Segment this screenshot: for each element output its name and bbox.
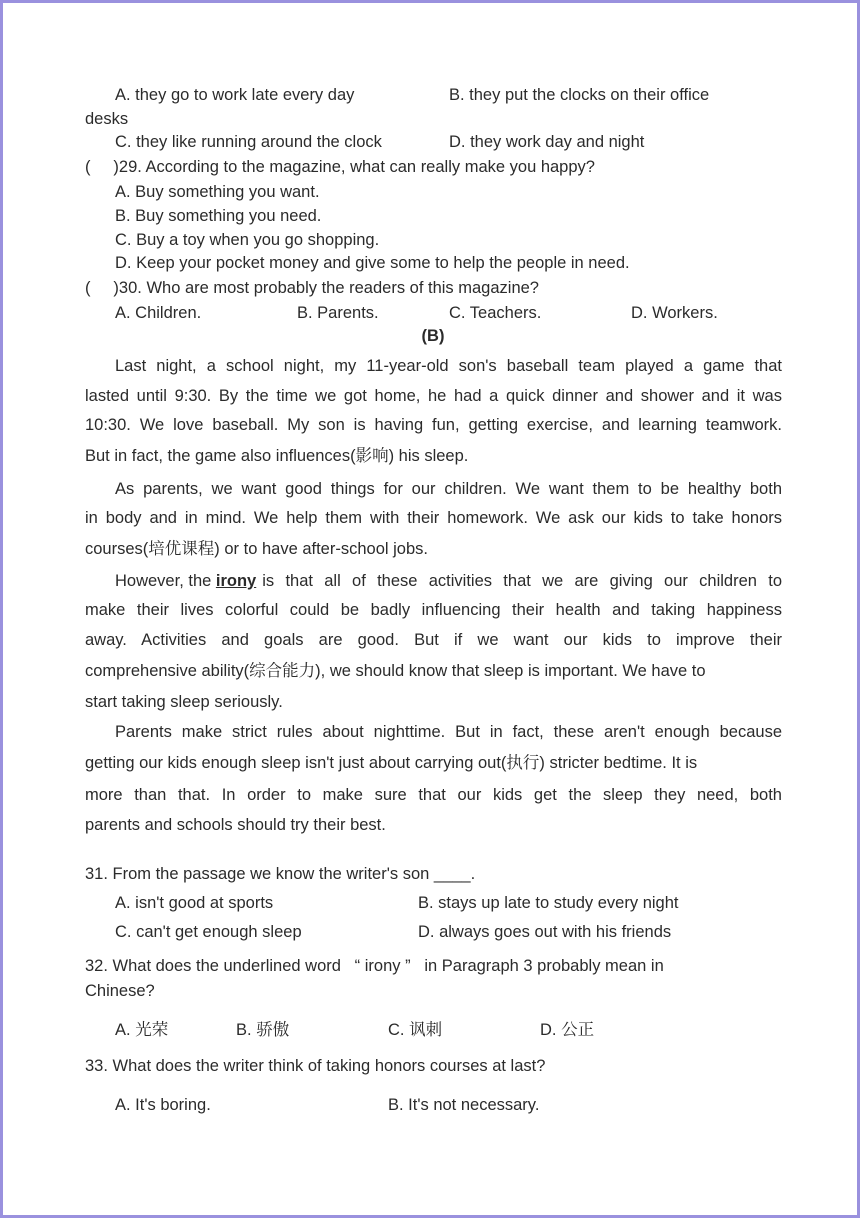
passage-text: is that all of these activities that we are giving our children to [262, 572, 782, 590]
q30-stem: 30. Who are most probably the readers of this magazine? [118, 279, 539, 297]
chinese-gloss: 影响 [355, 446, 389, 465]
q29-option-d: D. Keep your pocket money and give some to help the people in need. [115, 254, 630, 272]
passage-text: comprehensive ability( [85, 662, 250, 680]
q28-option-c: C. they like running around the clock [115, 133, 382, 151]
passage-p2-line3 [85, 539, 428, 559]
passage-p4-line4: parents and schools should try their best. [85, 816, 386, 834]
q28-option-d: D. they work day and night [449, 133, 645, 151]
q29-stem: 29. According to the magazine, what can really make you happy? [118, 158, 595, 176]
q30-option-a: A. Children. [115, 304, 202, 322]
q28-option-a: A. they go to work late every day [115, 86, 355, 104]
q29-option-c: C. Buy a toy when you go shopping. [115, 231, 380, 249]
q32-option-b [236, 1020, 289, 1040]
q29-option-b: B. Buy something you need. [115, 207, 322, 225]
passage-p3-line2: make their lives colorful could be badly influencing their health and taking happiness [85, 601, 782, 619]
passage-p4-line3: more than that. In order to make sure that our kids get the sleep they need, both [85, 786, 782, 804]
q30-option-d: D. Workers. [631, 304, 718, 322]
option-label: B. [236, 1021, 252, 1039]
q31-stem: 31. From the passage we know the writer's son ____. [85, 865, 476, 883]
passage-p1-line3: 10:30. We love baseball. My son is having fun, getting exercise, and learning teamwork. [85, 416, 782, 434]
option-text: 光荣 [135, 1020, 169, 1039]
q32-stem-continued: Chinese? [85, 982, 155, 1000]
passage-text-part: However, the [115, 572, 216, 590]
option-label: D. [540, 1021, 557, 1039]
passage-p1-line1: Last night, a school night, my 11-year-old son's baseball team played a game that [115, 357, 782, 375]
q29-question [85, 157, 595, 177]
passage-text: ) or to have after-school jobs. [214, 540, 428, 558]
passage-text: getting our kids enough sleep isn't just about carrying out( [85, 754, 507, 772]
passage-p3-line4 [85, 661, 706, 681]
passage-text: ), we should know that sleep is important. We have to [315, 662, 706, 680]
passage-text: courses( [85, 540, 149, 558]
underlined-word-irony: irony [215, 572, 257, 590]
passage-p2-line2: in body and in mind. We help them with their homework. We ask our kids to take honors [85, 509, 782, 527]
q31-option-d: D. always goes out with his friends [418, 923, 672, 941]
q28-option-b-continued: desks [85, 110, 129, 128]
q32-option-d [540, 1020, 594, 1040]
passage-p2-line1: As parents, we want good things for our children. We want them to be healthy both [115, 480, 782, 498]
passage-p3-line5: start taking sleep seriously. [85, 693, 283, 711]
passage-text: But in fact, the game also influences( [85, 447, 356, 465]
q29-answer-parens: ( ) [85, 158, 119, 176]
q30-option-b: B. Parents. [297, 304, 379, 322]
passage-p3-line1 [115, 571, 782, 591]
q30-question [85, 278, 539, 298]
q30-answer-parens: ( ) [85, 279, 119, 297]
passage-text: ) his sleep. [388, 447, 469, 465]
chinese-gloss: 培优课程 [148, 539, 215, 558]
passage-p3-line3: away. Activities and goals are good. But if we want our kids to improve their [85, 631, 782, 649]
q32-stem: 32. What does the underlined word “ irony ” in Paragraph 3 probably mean in [85, 957, 664, 975]
q32-option-c [388, 1020, 442, 1040]
chinese-gloss: 执行 [506, 753, 540, 772]
q31-option-b: B. stays up late to study every night [418, 894, 679, 912]
section-title: (B) [421, 327, 445, 345]
option-text: 讽刺 [409, 1020, 443, 1039]
q30-option-c: C. Teachers. [449, 304, 542, 322]
passage-p1-line2: lasted until 9:30. By the time we got home, he had a quick dinner and shower and it was [85, 387, 782, 405]
passage-p4-line2 [85, 753, 697, 773]
passage-p4-line1: Parents make strict rules about nighttime. But in fact, these aren't enough because [115, 723, 782, 741]
q33-option-a: A. It's boring. [115, 1096, 211, 1114]
passage-text: ) stricter bedtime. It is [539, 754, 698, 772]
option-label: A. [115, 1021, 131, 1039]
option-text: 公正 [561, 1020, 595, 1039]
option-text: 骄傲 [256, 1020, 290, 1039]
q28-option-b: B. they put the clocks on their office [449, 86, 710, 104]
q33-option-b: B. It's not necessary. [388, 1096, 540, 1114]
passage-text [115, 571, 256, 591]
chinese-gloss: 综合能力 [249, 661, 316, 680]
q33-stem: 33. What does the writer think of taking honors courses at last? [85, 1057, 546, 1075]
option-label: C. [388, 1021, 405, 1039]
q31-option-c: C. can't get enough sleep [115, 923, 302, 941]
passage-p1-line4 [85, 446, 468, 466]
q32-option-a [115, 1020, 168, 1040]
q31-option-a: A. isn't good at sports [115, 894, 274, 912]
q29-option-a: A. Buy something you want. [115, 183, 320, 201]
